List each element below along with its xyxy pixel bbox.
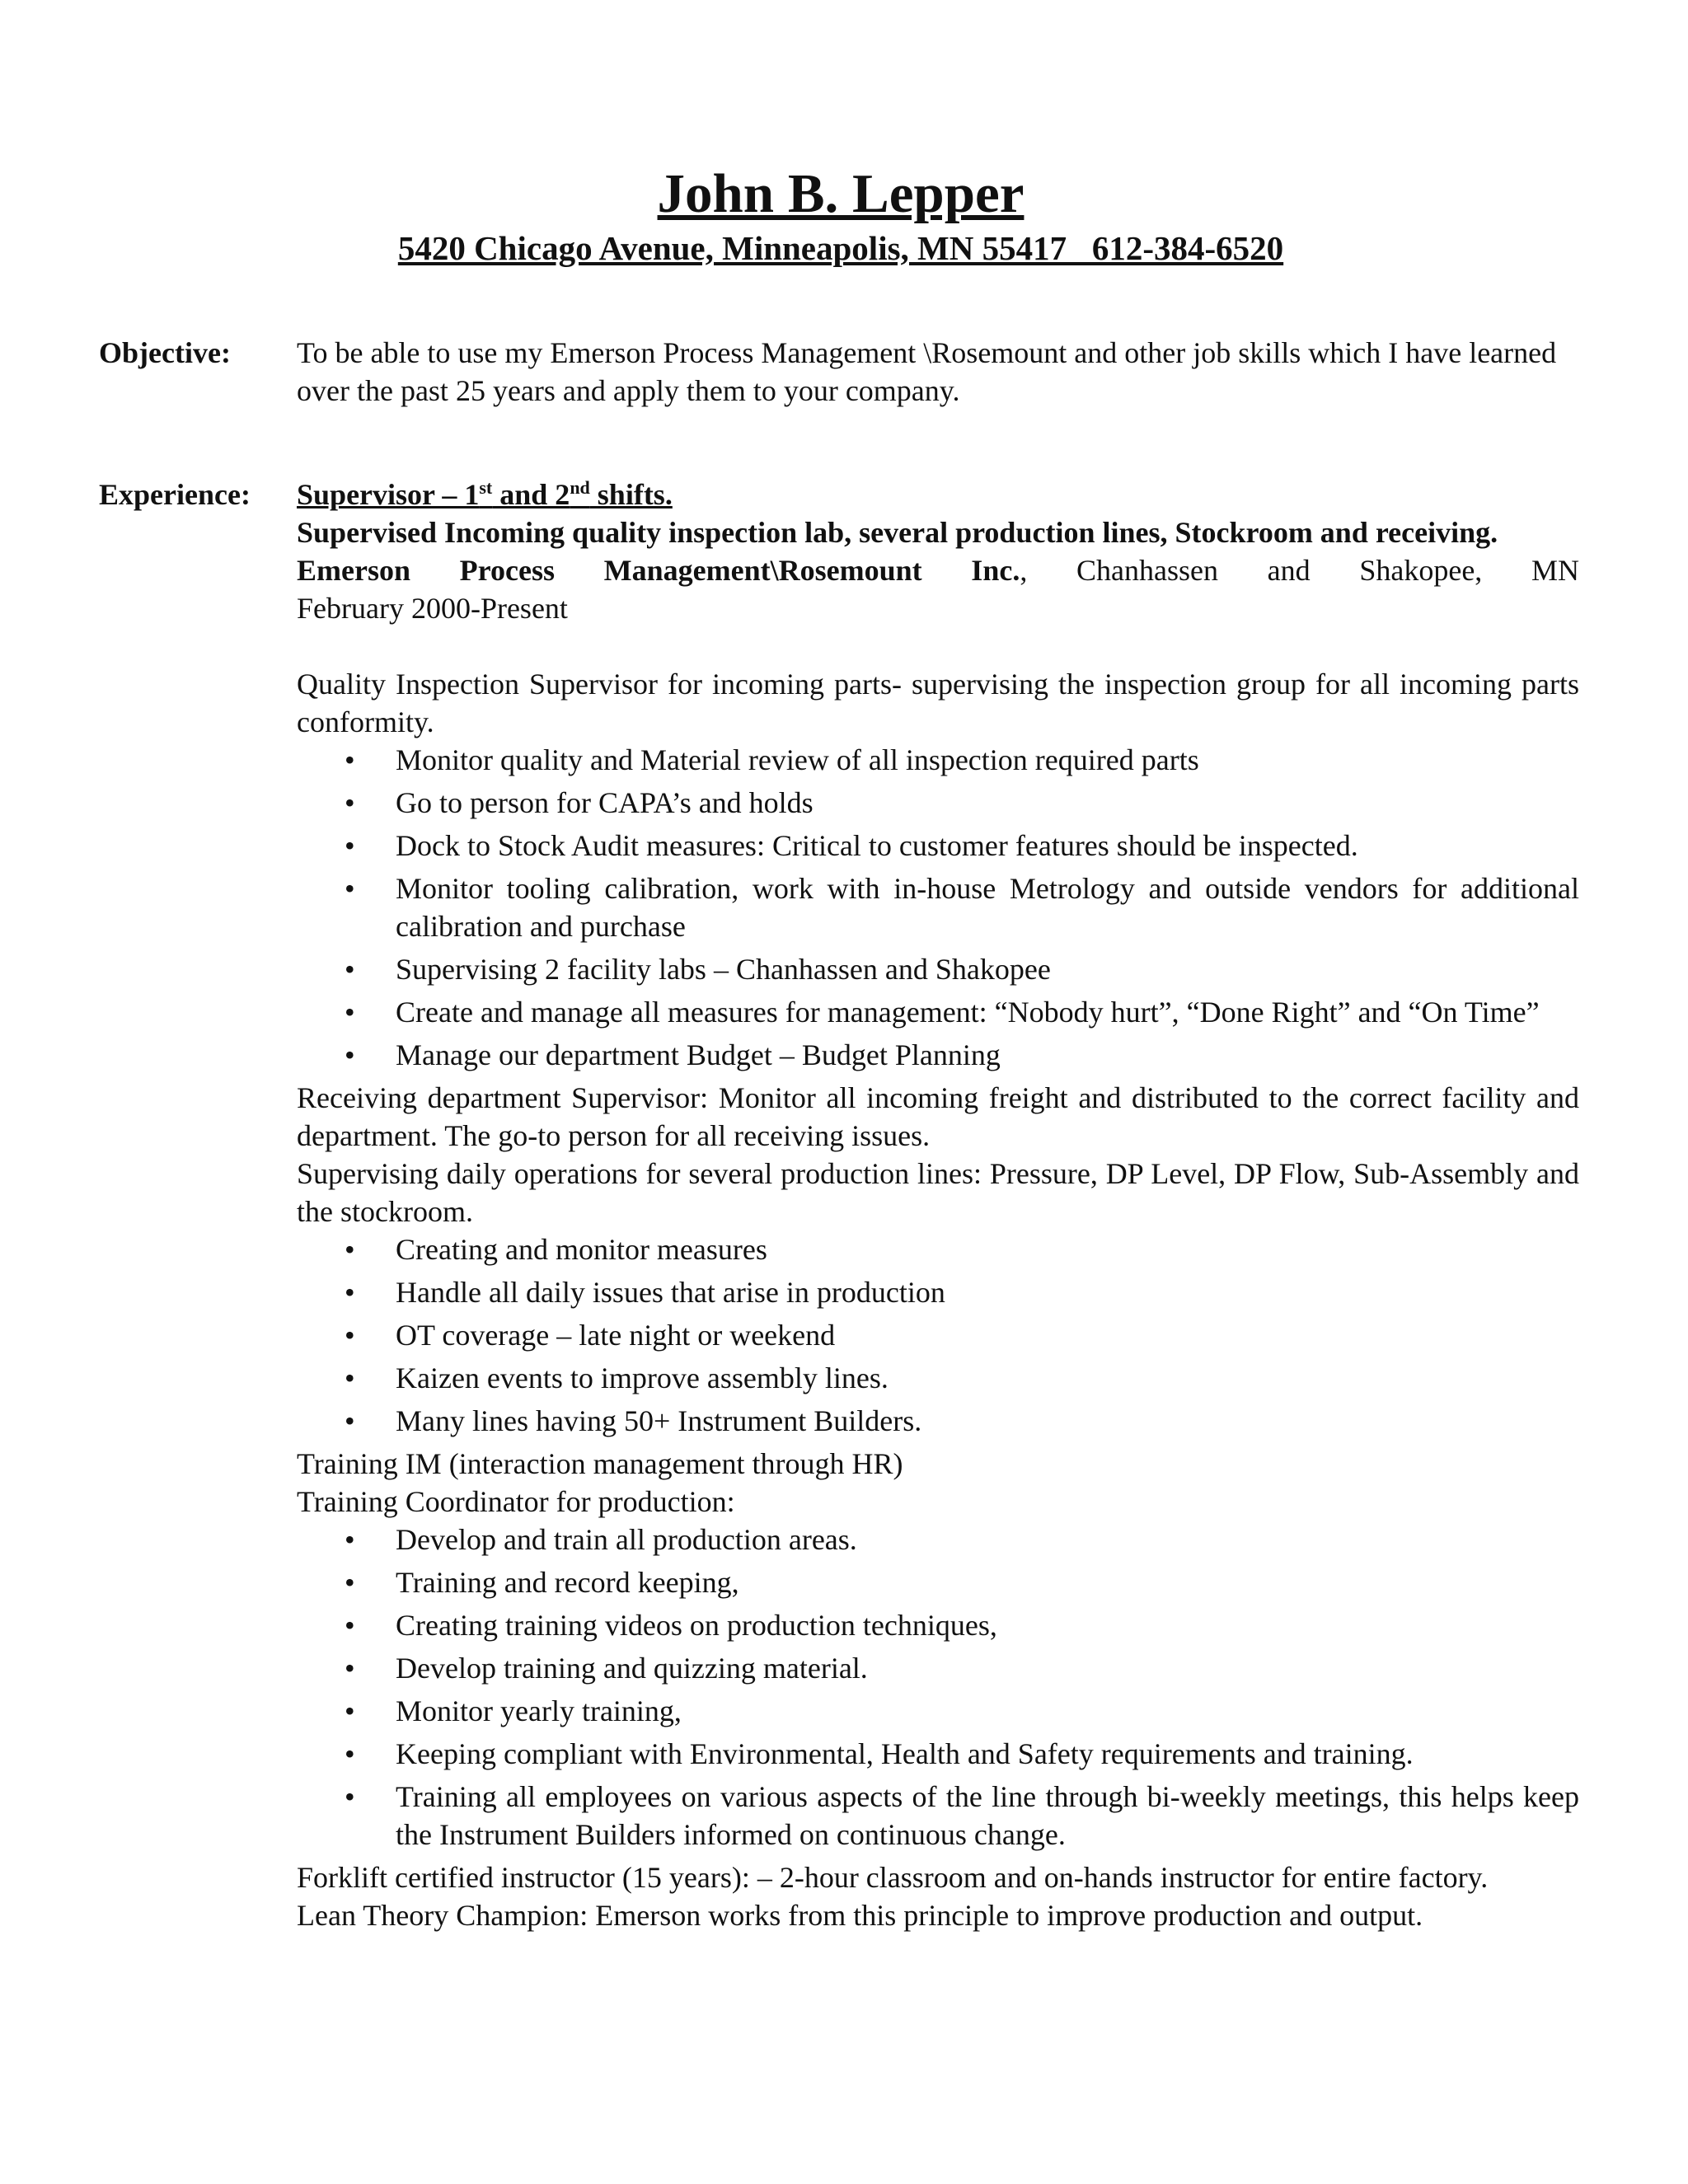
list-item: • Monitor quality and Material review of all inspection required parts [345, 743, 1199, 776]
training-coordinator: Training Coordinator for production: [297, 1485, 735, 1518]
forklift-text: Forklift certified instructor (15 years): – 2-hour classroom and on-hands instructor for entire factory. [297, 1861, 1489, 1894]
quality-bullet-list [297, 741, 1579, 1074]
training-bullet-list [297, 1521, 1579, 1854]
list-item: • Creating and monitor measures [345, 1233, 767, 1266]
list-item: • Monitor yearly training, [345, 1694, 682, 1727]
list-item: • Many lines having 50+ Instrument Builders. [345, 1404, 922, 1437]
company-line [297, 551, 1579, 589]
job-title: Supervisor – 1st and 2nd shifts. [297, 477, 673, 511]
quality-intro: Quality Inspection Supervisor for incoming parts- supervising the inspection group for all incoming parts conformity. [297, 668, 1579, 738]
list-item: • Go to person for CAPA’s and holds [345, 786, 814, 819]
training-im: Training IM (interaction management through HR) [297, 1447, 903, 1480]
job-dates: February 2000-Present [297, 592, 568, 625]
production-text: Supervising daily operations for several production lines: Pressure, DP Level, DP Flow, Sub-Assembly and the stockroom. [297, 1157, 1579, 1228]
objective-text: To be able to use my Emerson Process Management \Rosemount and other job skills which I have learned over the past 25 years and apply them to your company. [297, 336, 1557, 407]
objective-label: Objective: [99, 336, 231, 369]
experience-label: Experience: [99, 478, 251, 511]
resume-name: John B. Lepper [657, 163, 1025, 224]
list-item: • OT coverage – late night or weekend [345, 1319, 836, 1352]
lean-text: Lean Theory Champion: Emerson works from this principle to improve production and output. [297, 1899, 1423, 1932]
list-item: • Handle all daily issues that arise in production [345, 1276, 945, 1309]
list-item: • Creating training videos on production techniques, [345, 1609, 997, 1642]
list-item: • Dock to Stock Audit measures: Critical to customer features should be inspected. [345, 829, 1358, 862]
experience-section [297, 476, 1579, 1934]
list-item: • Monitor tooling calibration, work with in-house Metrology and outside vendors for additional calibration and purchase [345, 872, 1579, 943]
list-item: • Training and record keeping, [345, 1566, 739, 1599]
list-item: • Develop training and quizzing material. [345, 1652, 868, 1685]
production-bullet-list [297, 1230, 1579, 1440]
contact-line: 5420 Chicago Avenue, Minneapolis, MN 55417 612-384-6520 [397, 229, 1284, 267]
list-item: • Training all employees on various aspects of the line through bi-weekly meetings, this helps keep the Instrument Builders informed on continuous change. [345, 1780, 1579, 1851]
receiving-text: Receiving department Supervisor: Monitor all incoming freight and distributed to the correct facility and department. The go-to person for all receiving issues. [297, 1081, 1579, 1152]
company-name: Emerson Process Management\Rosemount Inc. [297, 554, 1020, 587]
list-item: • Kaizen events to improve assembly lines. [345, 1361, 889, 1394]
company-location: , Chanhassen and Shakopee, MN [1020, 554, 1579, 587]
job-summary: Supervised Incoming quality inspection lab, several production lines, Stockroom and receiving. [297, 516, 1498, 549]
list-item: • Supervising 2 facility labs – Chanhassen and Shakopee [345, 953, 1051, 986]
list-item: • Manage our department Budget – Budget Planning [345, 1038, 1001, 1071]
list-item: • Develop and train all production areas. [345, 1523, 857, 1556]
list-item: • Keeping compliant with Environmental, Health and Safety requirements and training. [345, 1737, 1414, 1770]
list-item: • Create and manage all measures for management: “Nobody hurt”, “Done Right” and “On Time” [345, 996, 1540, 1029]
